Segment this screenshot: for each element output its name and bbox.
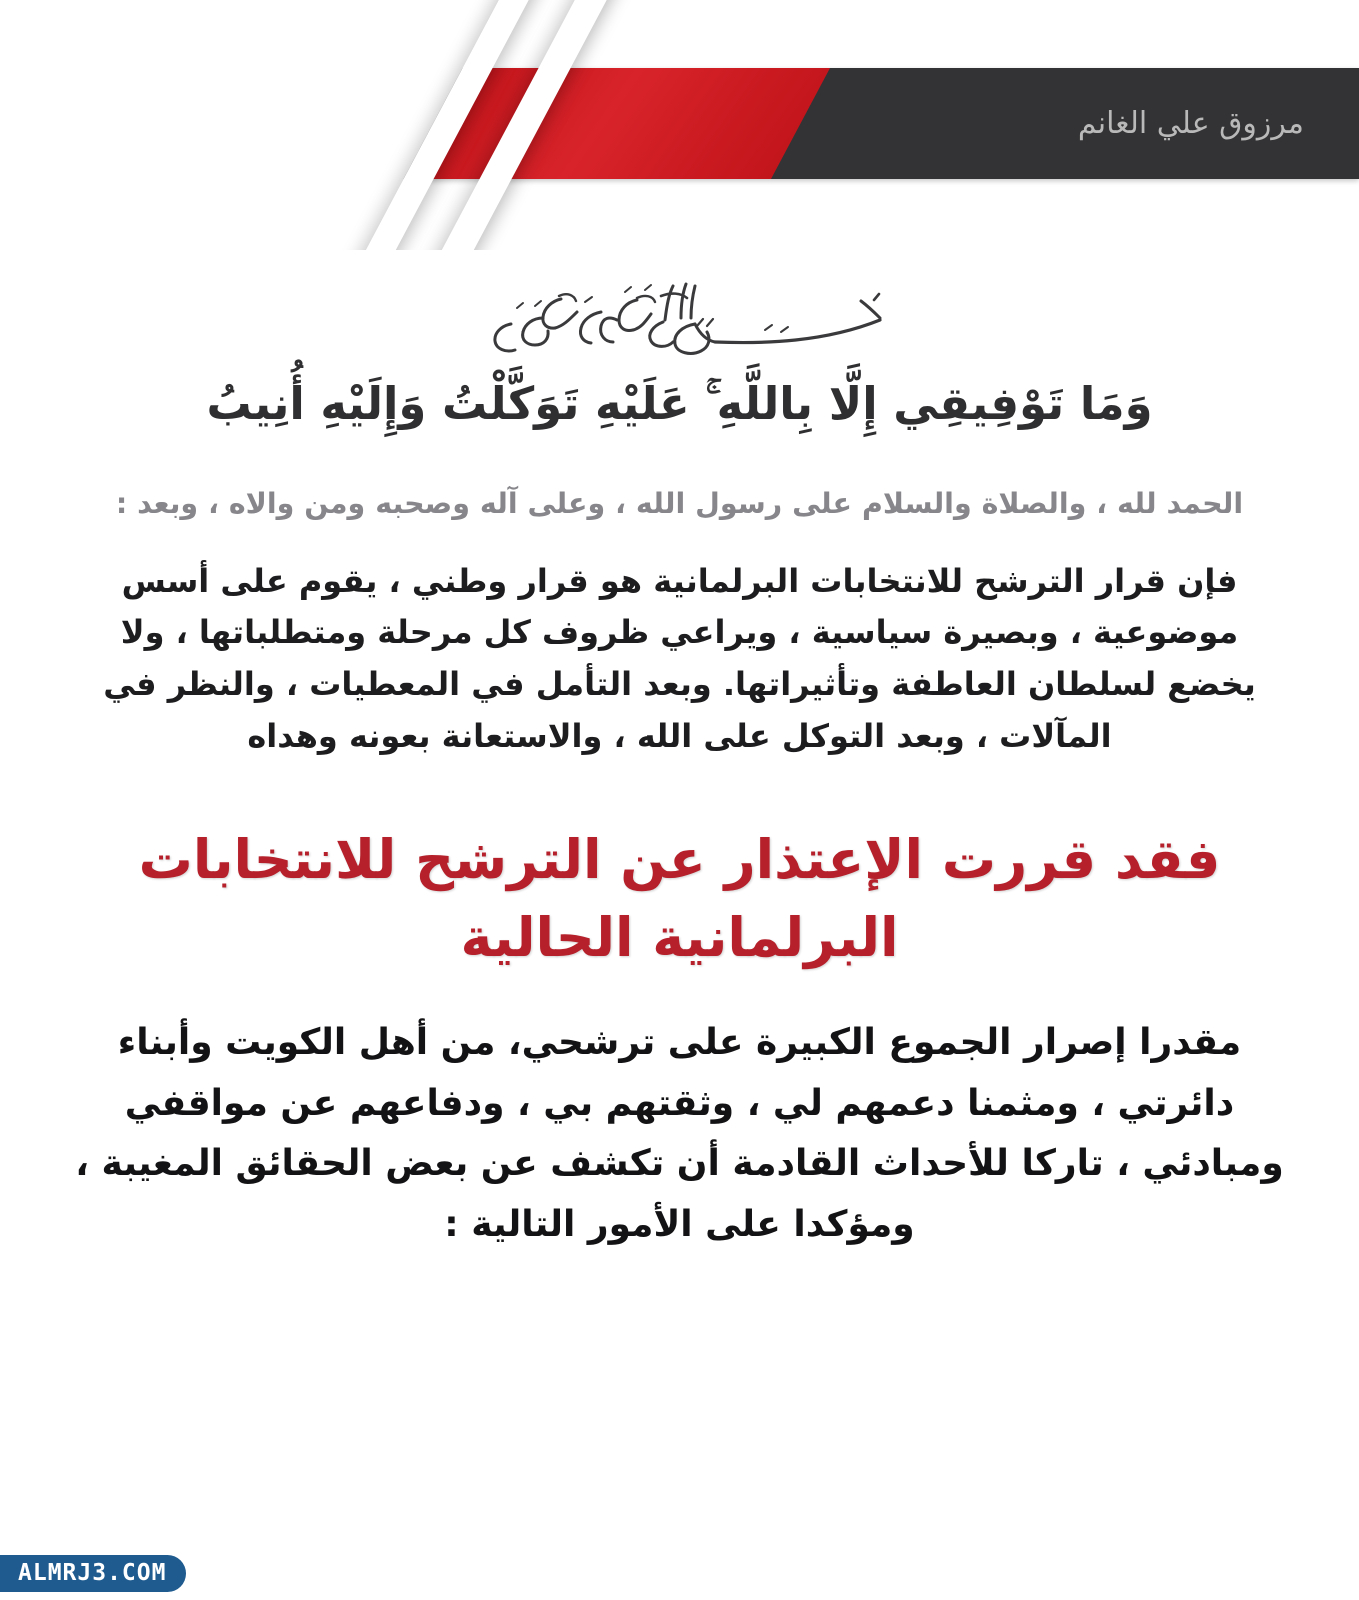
- quran-verse: وَمَا تَوْفِيقِي إِلَّا بِاللَّهِ ۚ عَلَيْهِ تَوَكَّلْتُ وَإِلَيْهِ أُنِيبُ: [206, 377, 1153, 430]
- document-body: [0, 250, 1359, 1255]
- decision-heading: فقد قررت الإعتذار عن الترشح للانتخابات البرلمانية الحالية: [138, 827, 1221, 970]
- site-watermark: ALMRJ3.COM: [0, 1555, 186, 1592]
- header-author-name: مرزوق علي الغانم: [1077, 106, 1304, 141]
- closing-paragraph: مقدرا إصرار الجموع الكبيرة على ترشحي، من أهل الكويت وأبناء دائرتي ، ومثمنا دعمهم لي ، وثقتهم بي ، ودفاعهم عن مواقفي ومبادئي ، تاركا للأحداث القادمة أن تكشف عن بعض الحقائق المغيبة ، ومؤكدا على الأمور التالية :: [75, 1022, 1284, 1245]
- header-banner: [0, 0, 1359, 250]
- intro-paragraph: فإن قرار الترشح للانتخابات البرلمانية هو قرار وطني ، يقوم على أسس موضوعية ، وبصيرة سياسية ، ويراعي ظروف كل مرحلة ومتطلباتها ، ولا يخضع لسلطان العاطفة وتأثيراتها. وبعد التأمل في المعطيات ، والنظر في المآلات ، وبعد التوكل على الله ، والاستعانة بعونه وهداه: [103, 561, 1256, 755]
- praise-line: الحمد لله ، والصلاة والسلام على رسول الله ، وعلى آله وصحبه ومن والاه ، وبعد :: [115, 486, 1244, 520]
- basmala-calligraphy-icon: [465, 268, 895, 358]
